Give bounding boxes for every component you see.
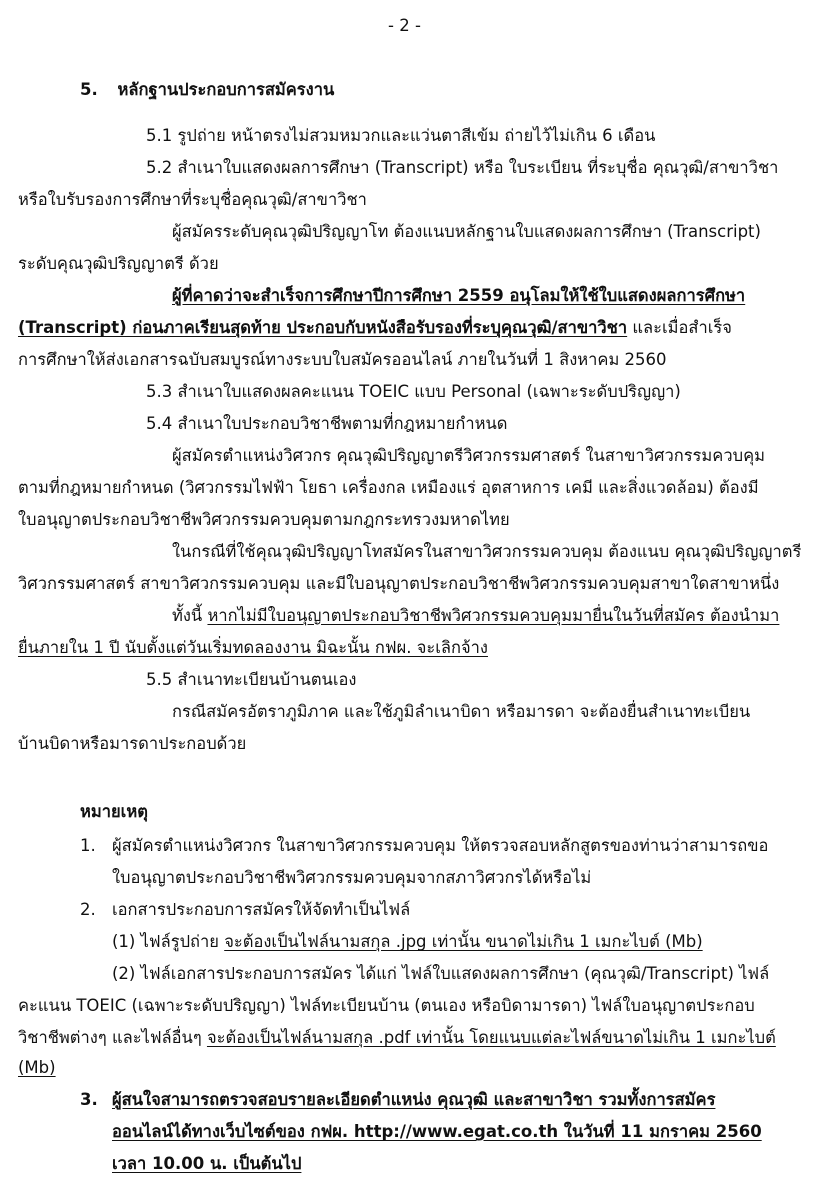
plain-text: ทั้งนี้ [172,606,208,625]
note-1-line: ใบอนุญาตประกอบวิชาชีพวิศวกรรมควบคุมจากสภาวิศวกรได้หรือไม่ [112,868,592,887]
item-5-5: 5.5 สำเนาทะเบียนบ้านตนเอง [146,670,357,689]
emphasis-line: ผู้ที่คาดว่าจะสำเร็จการศึกษาปีการศึกษา 2559 อนุโลมให้ใช้ใบแสดงผลการศึกษา [172,286,746,305]
paragraph-line: ระดับคุณวุฒิปริญญาตรี ด้วย [18,254,219,273]
note-3-line: เวลา 10.00 น. เป็นต้นไป [112,1154,302,1173]
page-number: - 2 - [388,16,421,35]
underlined-text: หากไม่มีใบอนุญาตประกอบวิชาชีพวิศวกรรมควบคุมมายื่นในวันที่สมัคร ต้องนำมา [207,606,780,625]
note-1-line: ผู้สมัครตำแหน่งวิศวกร ในสาขาวิศวกรรมควบคุม ให้ตรวจสอบหลักสูตรของท่านว่าสามารถขอ [112,836,769,855]
note-3-line: ผู้สนใจสามารถตรวจสอบรายละเอียดตำแหน่ง คุณวุฒิ และสาขาวิชา รวมทั้งการสมัคร [112,1090,716,1109]
paragraph-line: ตามที่กฎหมายกำหนด (วิศวกรรมไฟฟ้า โยธา เครื่องกล เหมืองแร่ อุตสาหการ เคมี และสิ่งแวดล้อม) ต้องมี [18,478,759,497]
paragraph-line: การศึกษาให้ส่งเอกสารฉบับสมบูรณ์ทางระบบใบสมัครออนไลน์ ภายในวันที่ 1 สิงหาคม 2560 [18,350,667,369]
section-5-heading [80,78,334,102]
emphasis-line [18,316,732,340]
note-2-line: เอกสารประกอบการสมัครให้จัดทำเป็นไฟล์ [112,900,411,919]
note-2-line [112,930,703,954]
note-2-line: คะแนน TOEIC (เฉพาะระดับปริญญา) ไฟล์ทะเบียนบ้าน (ตนเอง หรือบิดามารดา) ไฟล์ใบอนุญาตประกอบ [18,996,755,1015]
note-2-line: (Mb) [18,1058,56,1077]
note-1-number: 1. [80,836,96,855]
paragraph-line: วิศวกรรมศาสตร์ สาขาวิศวกรรมควบคุม และมีใบอนุญาตประกอบวิชาชีพวิศวกรรมควบคุมสาขาใดสาขาหนึ่ง [18,574,780,593]
plain-text: (1) ไฟล์รูปถ่าย [112,932,225,951]
note-2-line: (2) ไฟล์เอกสารประกอบการสมัคร ได้แก่ ไฟล์ใบแสดงผลการศึกษา (คุณวุฒิ/Transcript) ไฟล์ [112,964,770,983]
underlined-text: จะต้องเป็นไฟล์นามสกุล .pdf เท่านั้น โดยแนบแต่ละไฟล์ขนาดไม่เกิน 1 เมกะไบต์ [206,1028,776,1047]
plain-text: และเมื่อสำเร็จ [627,318,732,337]
section-title: หลักฐานประกอบการสมัครงาน [117,80,335,99]
paragraph-line: ผู้สมัครตำแหน่งวิศวกร คุณวุฒิปริญญาตรีวิศวกรรมศาสตร์ ในสาขาวิศวกรรมควบคุม [172,446,765,465]
item-5-1: 5.1 รูปถ่าย หน้าตรงไม่สวมหมวกและแว่นตาสีเข้ม ถ่ายไว้ไม่เกิน 6 เดือน [146,126,656,145]
paragraph-line: ใบอนุญาตประกอบวิชาชีพวิศวกรรมควบคุมตามกฎกระทรวงมหาดไทย [18,510,510,529]
paragraph-line [172,604,779,628]
note-2-number: 2. [80,900,96,919]
item-5-4: 5.4 สำเนาใบประกอบวิชาชีพตามที่กฎหมายกำหนด [146,414,508,433]
paragraph-line: บ้านบิดาหรือมารดาประกอบด้วย [18,734,247,753]
underlined-text: จะต้องเป็นไฟล์นามสกุล .jpg เท่านั้น ขนาดไม่เกิน 1 เมกะไบต์ (Mb) [224,932,703,951]
note-3-line: ออนไลน์ได้ทางเว็บไซต์ของ กฟผ. http://www.egat.co.th ในวันที่ 11 มกราคม 2560 [112,1122,762,1141]
paragraph-line: กรณีสมัครอัตราภูมิภาค และใช้ภูมิลำเนาบิดา หรือมารดา จะต้องยื่นสำเนาทะเบียน [172,702,751,721]
note-3-number: 3. [80,1090,98,1109]
item-5-2: 5.2 สำเนาใบแสดงผลการศึกษา (Transcript) หรือ ใบระเบียน ที่ระบุชื่อ คุณวุฒิ/สาขาวิชา [146,158,779,177]
notes-title: หมายเหตุ [80,802,148,821]
emphasis-text: (Transcript) ก่อนภาคเรียนสุดท้าย ประกอบกับหนังสือรับรองที่ระบุคุณวุฒิ/สาขาวิชา [18,318,628,337]
underlined-line: ยื่นภายใน 1 ปี นับตั้งแต่วันเริ่มทดลองงาน มิฉะนั้น กฟผ. จะเลิกจ้าง [18,638,488,657]
plain-text: วิชาชีพต่างๆ และไฟล์อื่นๆ [18,1028,207,1047]
section-number: 5. [80,80,98,99]
note-2-line [18,1026,776,1050]
paragraph-line: หรือใบรับรองการศึกษาที่ระบุชื่อคุณวุฒิ/สาขาวิชา [18,190,367,209]
item-5-3: 5.3 สำเนาใบแสดงผลคะแนน TOEIC แบบ Personal (เฉพาะระดับปริญญา) [146,382,681,401]
paragraph-line: ผู้สมัครระดับคุณวุฒิปริญญาโท ต้องแนบหลักฐานใบแสดงผลการศึกษา (Transcript) [172,222,761,241]
paragraph-line: ในกรณีที่ใช้คุณวุฒิปริญญาโทสมัครในสาขาวิศวกรรมควบคุม ต้องแนบ คุณวุฒิปริญญาตรี [172,542,802,561]
